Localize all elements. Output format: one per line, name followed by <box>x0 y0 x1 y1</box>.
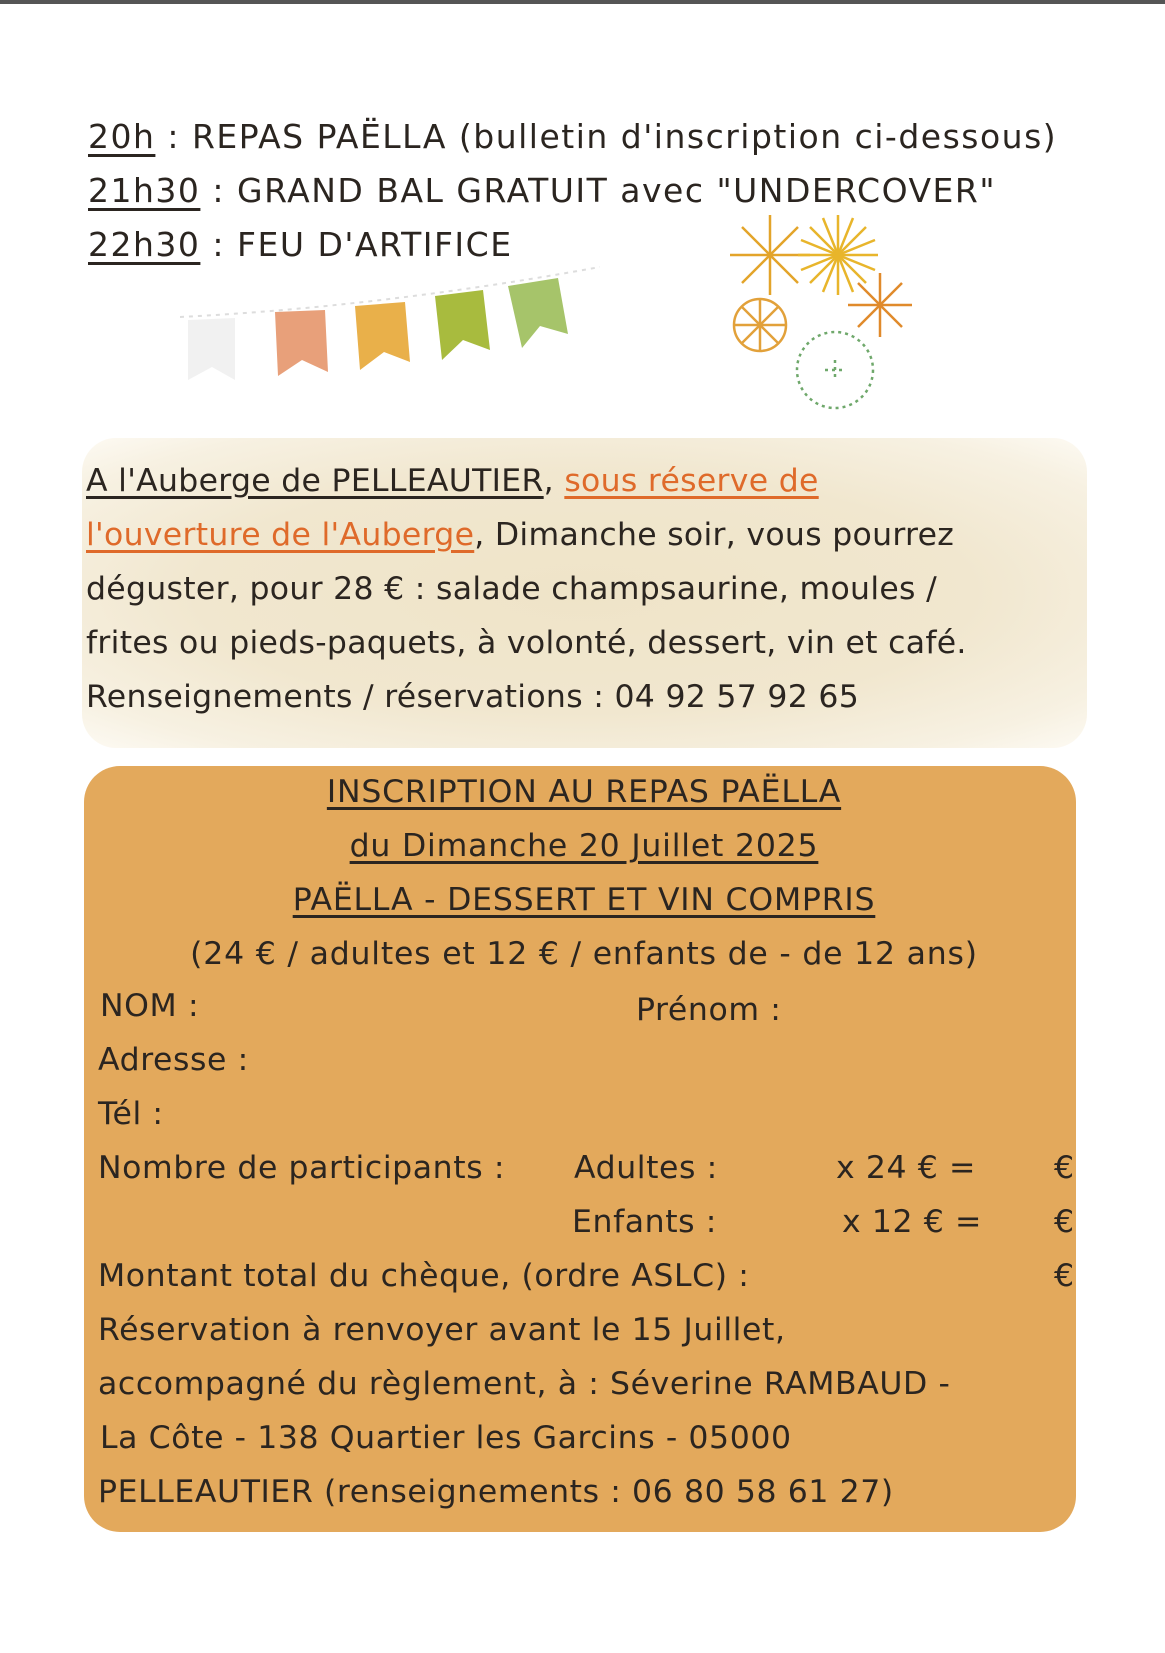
participants-label: Nombre de participants : <box>98 1150 506 1186</box>
auberge-place: A l'Auberge de PELLEAUTIER <box>86 463 544 499</box>
enfants-euro: € <box>1054 1204 1075 1240</box>
prenom-label: Prénom : <box>636 992 782 1028</box>
send-line-4: PELLEAUTIER (renseignements : 06 80 58 61 27) <box>98 1474 894 1510</box>
program-text: : GRAND BAL GRATUIT avec "UNDERCOVER" <box>200 171 997 210</box>
auberge-line-3: déguster, pour 28 € : salade champsaurine, moules / <box>86 571 937 607</box>
adultes-multiplier: x 24 € = <box>836 1150 976 1186</box>
nom-label: NOM : <box>100 988 200 1024</box>
registration-form <box>84 766 1076 1532</box>
auberge-line-1 <box>86 454 1077 508</box>
adultes-euro: € <box>1054 1150 1075 1186</box>
auberge-line-2-rest: , Dimanche soir, vous pourrez <box>474 517 955 553</box>
program-line-bal <box>88 164 1148 218</box>
form-included: PAËLLA - DESSERT ET VIN COMPRIS <box>292 882 876 918</box>
program-time: 21h30 <box>88 171 201 210</box>
program-time: 22h30 <box>88 225 201 264</box>
auberge-reserve-a: sous réserve de <box>564 463 819 499</box>
auberge-line-5: Renseignements / réservations : 04 92 57 92 65 <box>86 679 860 715</box>
program-text: : REPAS PAËLLA (bulletin d'inscription ci-dessous) <box>155 117 1058 156</box>
enfants-multiplier: x 12 € = <box>842 1204 982 1240</box>
adresse-label: Adresse : <box>98 1042 249 1078</box>
auberge-info-box <box>82 438 1087 748</box>
send-line-1: Réservation à renvoyer avant le 15 Juillet, <box>98 1312 786 1348</box>
program-time: 20h <box>88 117 156 156</box>
program-line-paella <box>88 110 1148 164</box>
auberge-line-4: frites ou pieds-paquets, à volonté, dessert, vin et café. <box>86 625 967 661</box>
send-line-2: accompagné du règlement, à : Séverine RAMBAUD - <box>98 1366 951 1402</box>
auberge-reserve-b: l'ouverture de l'Auberge <box>86 517 475 553</box>
total-euro: € <box>1054 1258 1075 1294</box>
adultes-label: Adultes : <box>574 1150 718 1186</box>
bunting-flags-icon <box>180 262 600 402</box>
program-text: : FEU D'ARTIFICE <box>200 225 513 264</box>
enfants-label: Enfants : <box>572 1204 718 1240</box>
form-title: INSCRIPTION AU REPAS PAËLLA <box>326 774 842 810</box>
top-border-line <box>0 0 1165 4</box>
program-schedule <box>88 110 1148 272</box>
total-label: Montant total du chèque, (ordre ASLC) : <box>98 1258 750 1294</box>
fireworks-icon <box>730 210 930 420</box>
auberge-line-2 <box>86 508 1077 562</box>
auberge-comma: , <box>543 463 554 499</box>
tel-label: Tél : <box>98 1096 164 1132</box>
send-line-3: La Côte - 138 Quartier les Garcins - 05000 <box>100 1420 792 1456</box>
form-date: du Dimanche 20 Juillet 2025 <box>349 828 819 864</box>
form-prices: (24 € / adultes et 12 € / enfants de - de 12 ans) <box>190 936 978 972</box>
